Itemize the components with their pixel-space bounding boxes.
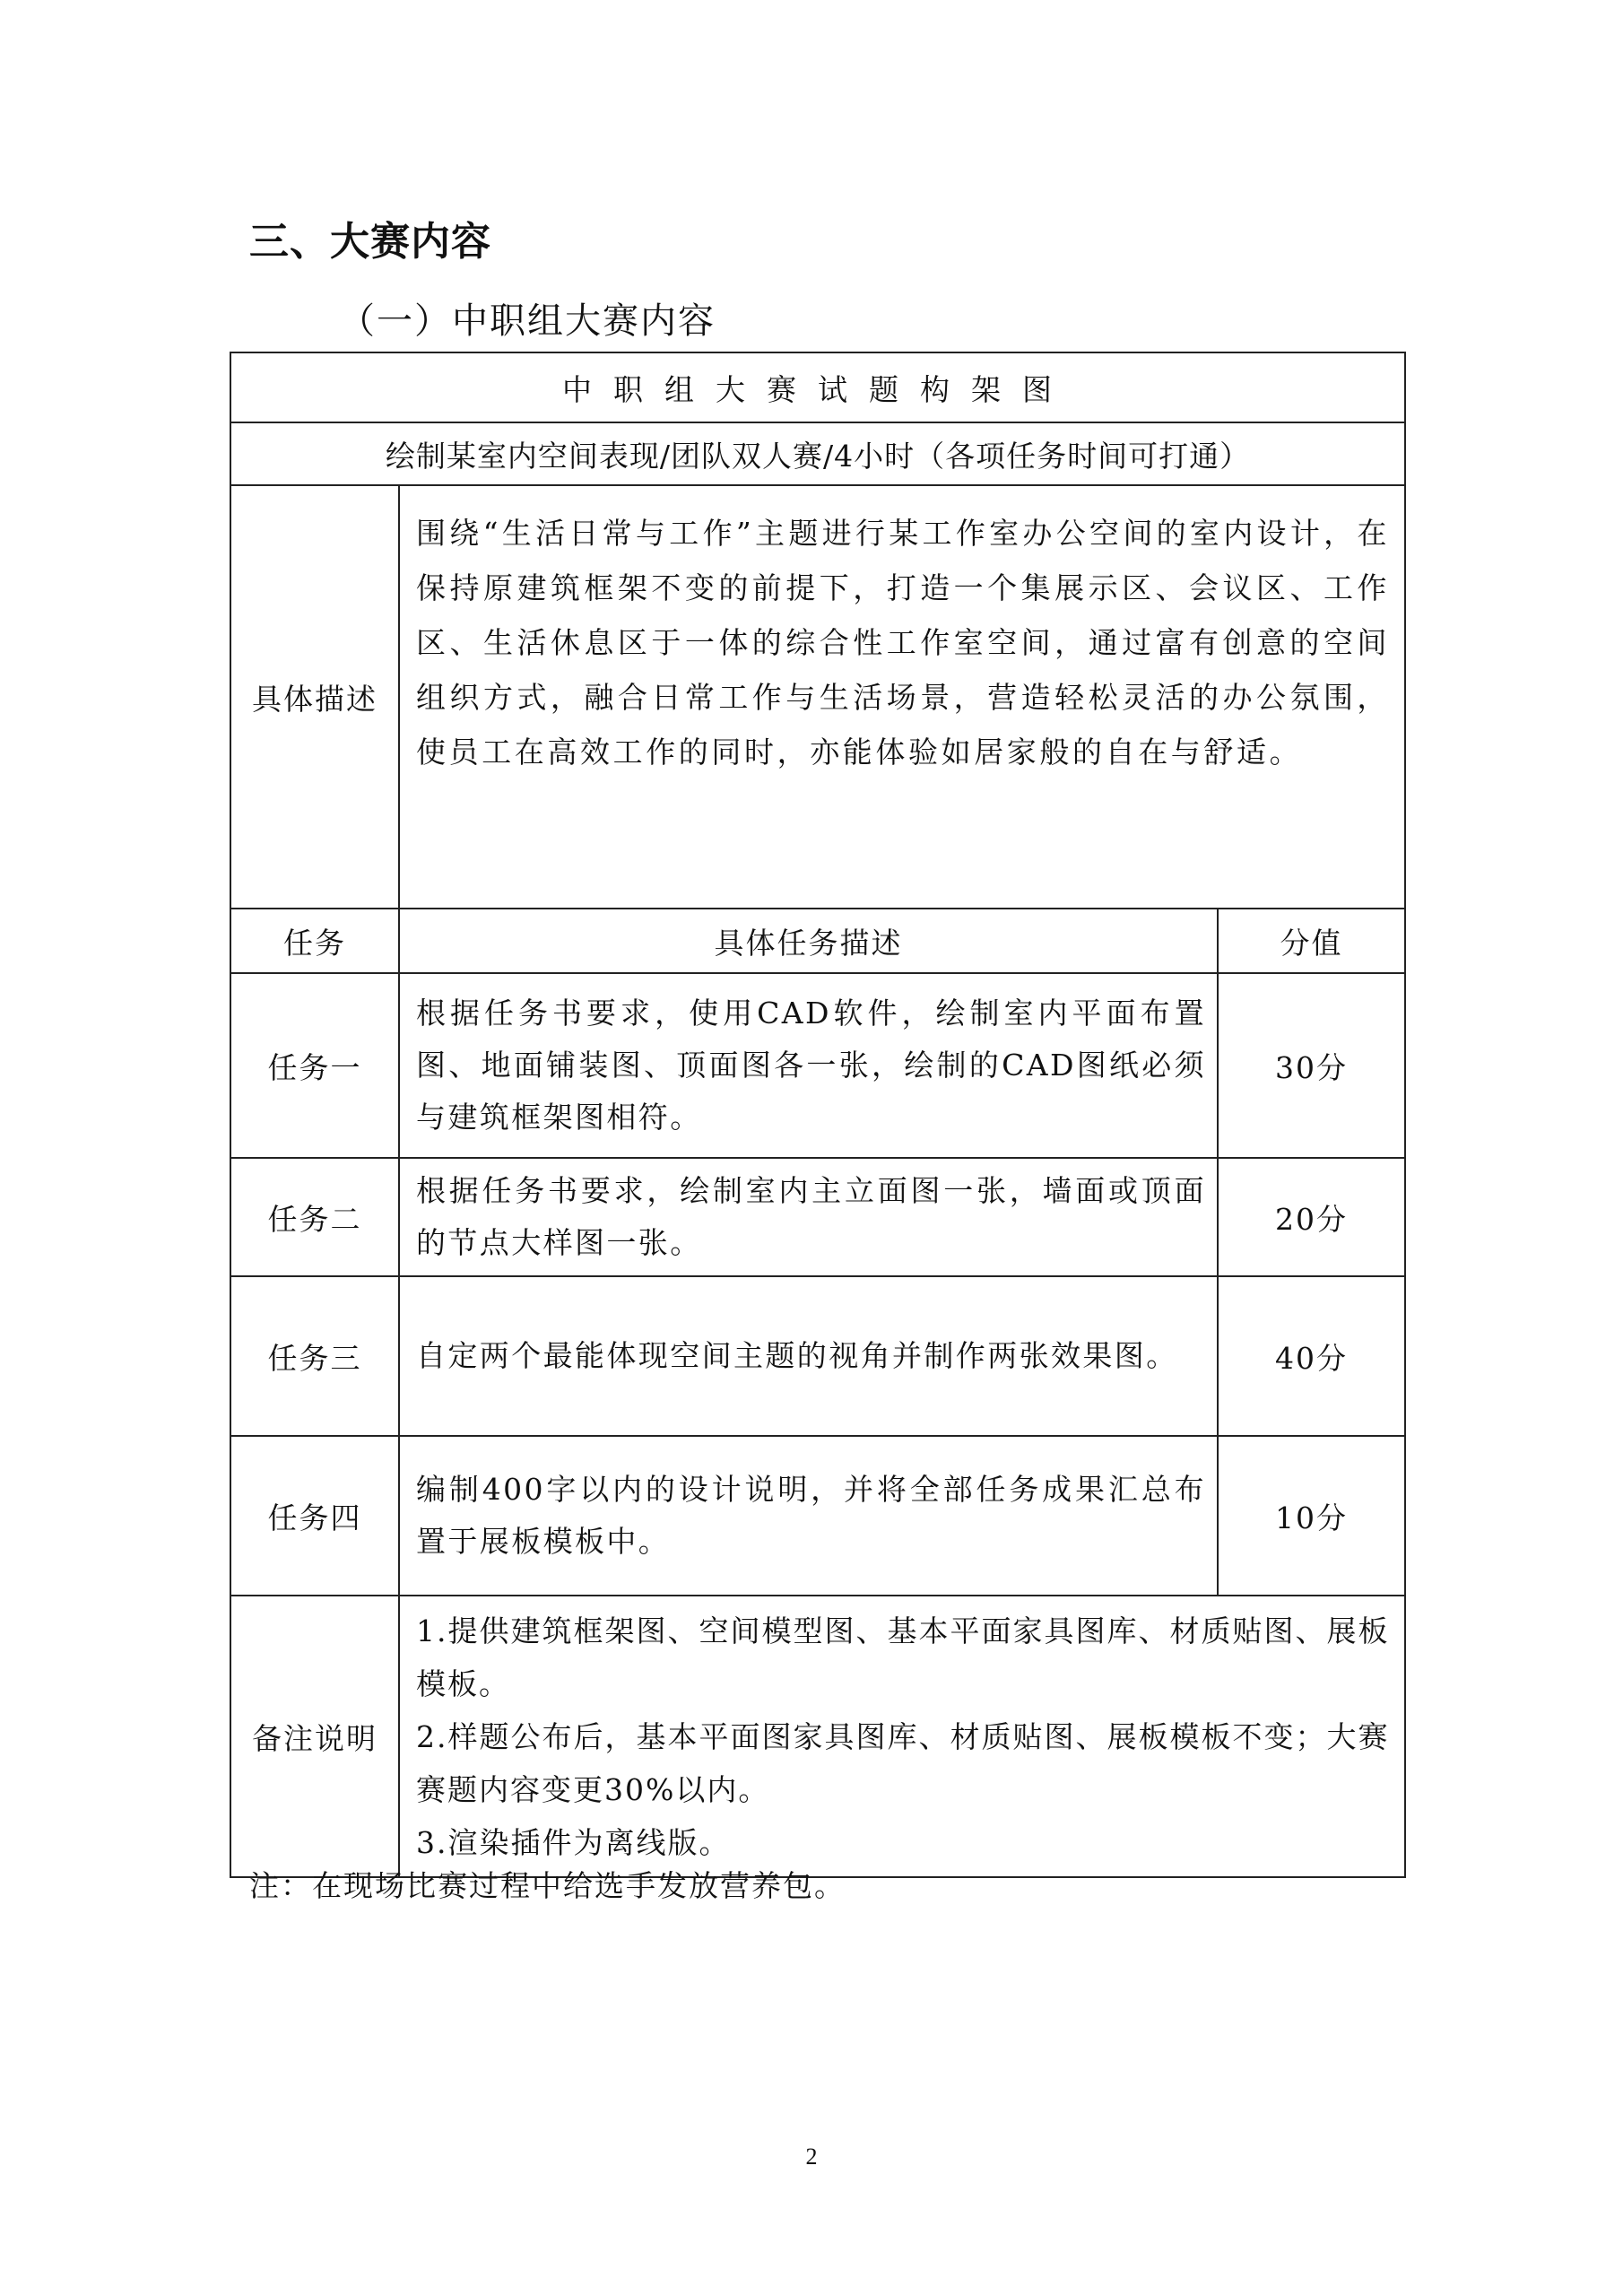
notes-row [230,1596,1405,1877]
task-score: 10分 [1218,1436,1405,1596]
header-detail: 具体任务描述 [399,909,1218,973]
description-text: 围绕“生活日常与工作”主题进行某工作室办公空间的室内设计，在保持原建筑框架不变的前提下，打造一个集展示区、会议区、工作区、生活休息区于一体的综合性工作室空间，通过富有创意的空间组织方式，融合日常工作与生活场景，营造轻松灵活的办公氛围，使员工在高效工作的同时，亦能体验如居家般的自在与舒适。 [399,485,1405,909]
footnote: 注：在现场比赛过程中给选手发放营养包。 [249,1868,846,1903]
table-subtitle-row [230,422,1405,485]
table-subtitle: 绘制某室内空间表现/团队双人赛/4小时（各项任务时间可打通） [230,422,1405,485]
task-score: 30分 [1218,973,1405,1158]
table-row [230,1158,1405,1276]
competition-framework-table [230,352,1406,1878]
header-score: 分值 [1218,909,1405,973]
notes-label: 备注说明 [230,1596,399,1877]
task-name: 任务二 [230,1158,399,1276]
header-task: 任务 [230,909,399,973]
note-line: 3.渲染插件为离线版。 [416,1824,731,1860]
table-title: 中职组大赛试题构架图 [230,352,1405,422]
sub-heading: （一）中职组大赛内容 [339,300,716,342]
task-detail: 根据任务书要求，使用CAD软件，绘制室内平面布置图、地面铺装图、顶面图各一张，绘制的CAD图纸必须与建筑框架图相符。 [399,973,1218,1158]
table-row [230,973,1405,1158]
task-name: 任务一 [230,973,399,1158]
notes-content [399,1596,1405,1877]
description-label: 具体描述 [230,485,399,909]
task-score: 40分 [1218,1276,1405,1436]
note-line: 1.提供建筑框架图、空间模型图、基本平面家具图库、材质贴图、展板模板。 [416,1613,1390,1701]
page-number: 2 [805,2144,818,2170]
task-detail: 根据任务书要求，绘制室内主立面图一张，墙面或顶面的节点大样图一张。 [399,1158,1218,1276]
table-row [230,1436,1405,1596]
task-detail: 编制400字以内的设计说明，并将全部任务成果汇总布置于展板模板中。 [399,1436,1218,1596]
table-row [230,1276,1405,1436]
description-row [230,485,1405,909]
table-title-row [230,352,1405,422]
task-name: 任务四 [230,1436,399,1596]
section-heading: 三、大赛内容 [249,219,491,265]
task-score: 20分 [1218,1158,1405,1276]
table-header-row [230,909,1405,973]
note-line: 2.样题公布后，基本平面图家具图库、材质贴图、展板模板不变；大赛赛题内容变更30%以内。 [416,1718,1390,1807]
task-detail: 自定两个最能体现空间主题的视角并制作两张效果图。 [399,1276,1218,1436]
task-name: 任务三 [230,1276,399,1436]
